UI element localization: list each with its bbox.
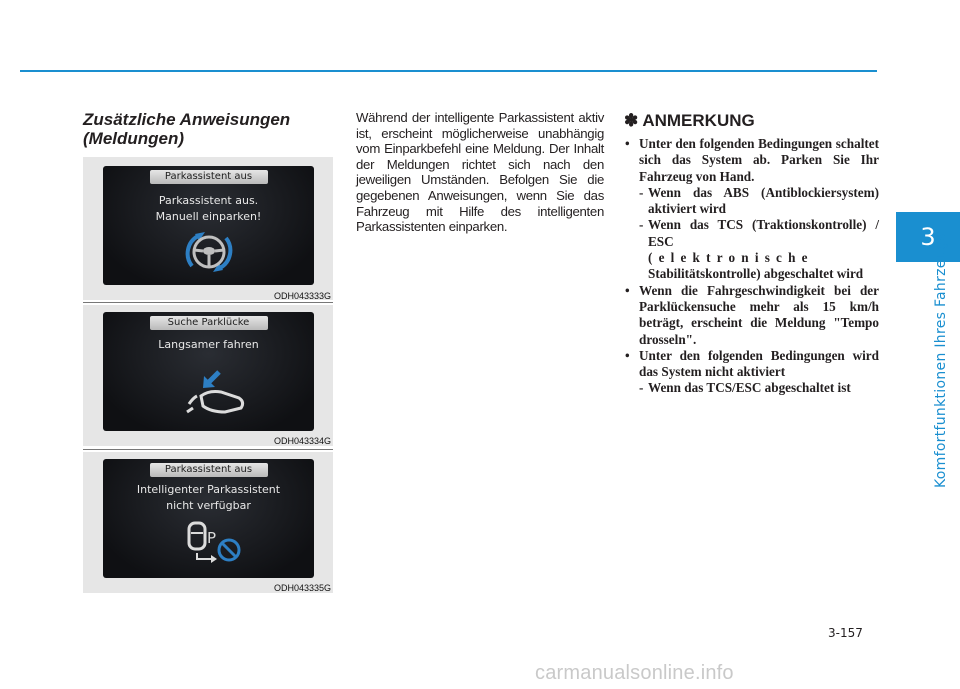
body-paragraph: Während der intelligente Parkassistent aktiv ist, erscheint möglicherweise unabhängig vom Einparkbefehl eine Meldung. Der Inhalt der Meldungen richtet sich nach den jeweiligen Umständen. Befolgen Sie die gegebenen Anweisungen, wenn Sie das Fahrzeug mit Hilfe des intelligenten Parkassistenten einparken. (356, 110, 604, 235)
section-title: Zusätzliche Anweisungen (Meldungen) (83, 110, 291, 148)
header-rule (20, 70, 877, 72)
display-message-line: Langsamer fahren (158, 338, 259, 351)
note-bullet: • Wenn die Fahrgeschwindigkeit bei der Parklückensuche mehr als 15 km/h beträgt, erscheint die Meldung "Tempo drosseln". (623, 283, 879, 348)
figure-divider (83, 449, 333, 450)
note-sub-item: - Wenn das TCS/ESC abgeschaltet ist (623, 380, 879, 396)
display-message (103, 482, 314, 514)
display-banner: Parkassistent aus (150, 170, 268, 184)
note-sub-text: Wenn das TCS (Traktionskontrolle) / ESC (648, 217, 879, 249)
note-sub-item: - Wenn das ABS (Antiblockiersystem) aktiviert wird (623, 185, 879, 218)
figure-divider (83, 302, 333, 303)
display-banner: Parkassistent aus (150, 463, 268, 477)
svg-text:P: P (207, 529, 217, 547)
note-list (623, 136, 879, 397)
figure-code: ODH043334G (273, 436, 331, 446)
cluster-display (103, 312, 314, 431)
display-message (103, 337, 314, 353)
note-bullet: • Unter den folgenden Bedingungen wird das System nicht aktiviert (623, 348, 879, 381)
cluster-display (103, 459, 314, 578)
figure-parkassistent-aus (83, 157, 333, 300)
display-message (103, 193, 314, 225)
chapter-number: 3 (920, 223, 936, 251)
chapter-title: Komfortfunktionen Ihres Fahrzeugs (933, 233, 949, 488)
figure-nicht-verfuegbar (83, 452, 333, 593)
display-message-line: nicht verfügbar (166, 499, 251, 512)
page-number: 3-157 (828, 626, 863, 640)
cluster-display (103, 166, 314, 285)
note-bullet: • Unter den folgenden Bedingungen schaltet sich das System ab. Parken Sie Ihr Fahrzeug von Hand. (623, 136, 879, 185)
display-message-line: Manuell einparken! (155, 210, 262, 223)
note-sub-item (623, 217, 879, 282)
steering-wheel-icon (178, 226, 240, 278)
figure-suche-parkluecke (83, 305, 333, 446)
watermark: carmanualsonline.info (535, 662, 734, 684)
display-banner: Suche Parklücke (150, 316, 268, 330)
note-sub-text: (elektronische (648, 250, 814, 266)
chapter-tab (896, 212, 960, 262)
park-assist-unavailable-icon (183, 517, 253, 567)
asterisk-icon: ✽ (624, 111, 639, 130)
figure-code: ODH043333G (273, 291, 331, 301)
figure-code: ODH043335G (273, 583, 331, 593)
display-message-line: Intelligenter Parkassistent (136, 483, 281, 496)
display-message-line: Parkassistent aus. (158, 194, 259, 207)
note-sub-text: Stabilitätskontrolle) abgeschaltet wird (648, 266, 864, 282)
foot-brake-icon (181, 368, 251, 420)
note-heading-label: ANMERKUNG (642, 111, 755, 130)
note-heading (624, 111, 755, 131)
